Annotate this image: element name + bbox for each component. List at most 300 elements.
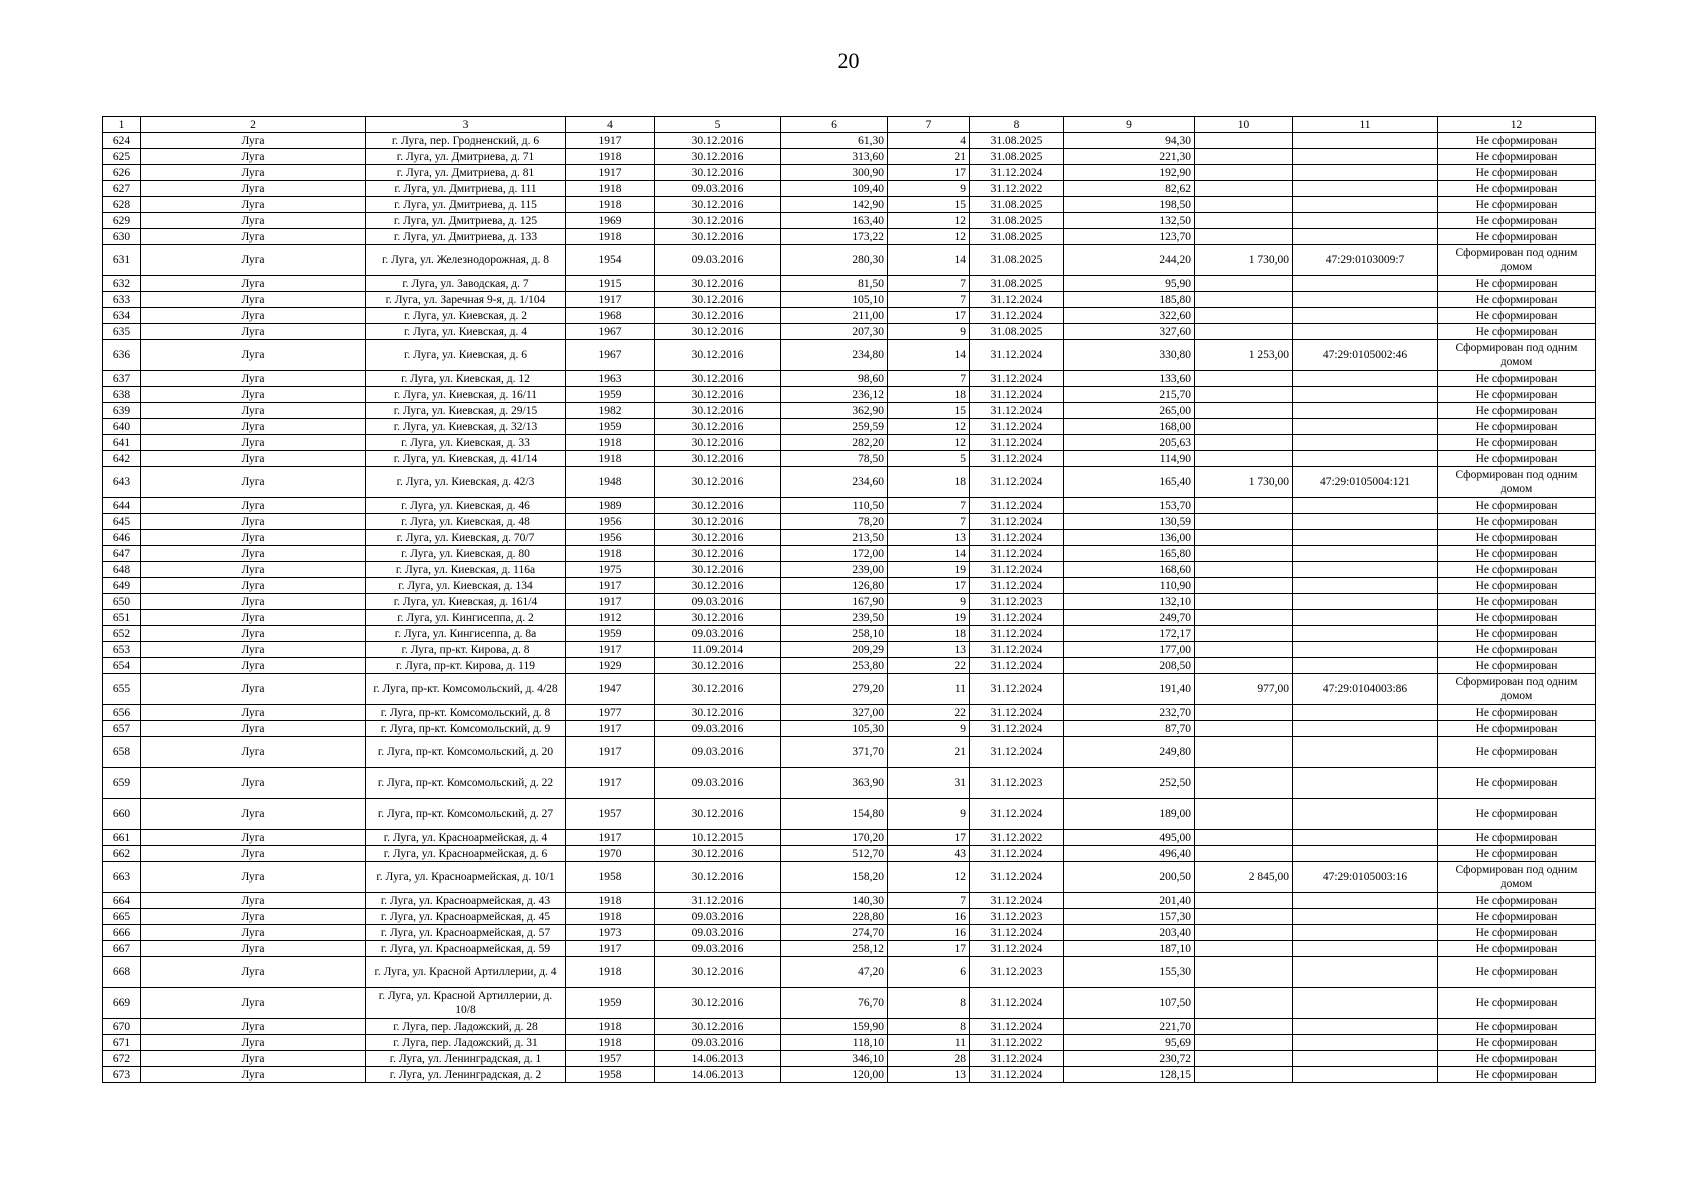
cell-area: 167,90: [781, 594, 888, 610]
cell-residents: 7: [888, 371, 970, 387]
cell-land-area: 82,62: [1064, 181, 1195, 197]
table-row: [103, 768, 1596, 799]
cell-residents: 12: [888, 435, 970, 451]
cell-settlement: Луга: [141, 925, 366, 941]
cell-cadastral-number: [1293, 1035, 1438, 1051]
cell-address: г. Луга, пр-кт. Кирова, д. 8: [366, 642, 566, 658]
cell-status: Не сформирован: [1438, 419, 1596, 435]
cell-plot-area: [1195, 721, 1293, 737]
cell-deadline: 31.12.2024: [970, 862, 1064, 893]
cell-cadastral-number: [1293, 213, 1438, 229]
cell-address: г. Луга, ул. Киевская, д. 46: [366, 498, 566, 514]
cell-land-area: 185,80: [1064, 292, 1195, 308]
cell-build-year: 1958: [566, 1067, 655, 1083]
column-header-10: 10: [1195, 117, 1293, 133]
cell-status: Не сформирован: [1438, 514, 1596, 530]
table-row: [103, 229, 1596, 245]
cell-cadastral-number: 47:29:0104003:86: [1293, 674, 1438, 705]
cell-date: 09.03.2016: [655, 1035, 781, 1051]
cell-area: 159,90: [781, 1019, 888, 1035]
cell-row-number: 649: [103, 578, 141, 594]
table-row: [103, 705, 1596, 721]
column-header-6: 6: [781, 117, 888, 133]
cell-row-number: 647: [103, 546, 141, 562]
cell-row-number: 644: [103, 498, 141, 514]
cell-residents: 22: [888, 658, 970, 674]
table-row: [103, 799, 1596, 830]
cell-cadastral-number: 47:29:0105002:46: [1293, 340, 1438, 371]
table-row: [103, 213, 1596, 229]
cell-land-area: 95,69: [1064, 1035, 1195, 1051]
cell-status: Не сформирован: [1438, 1051, 1596, 1067]
table-row: [103, 197, 1596, 213]
cell-plot-area: [1195, 276, 1293, 292]
cell-residents: 13: [888, 530, 970, 546]
cell-date: 30.12.2016: [655, 451, 781, 467]
cell-status: Не сформирован: [1438, 498, 1596, 514]
cell-address: г. Луга, пр-кт. Комсомольский, д. 4/28: [366, 674, 566, 705]
cell-date: 14.06.2013: [655, 1051, 781, 1067]
cell-cadastral-number: [1293, 435, 1438, 451]
cell-date: 09.03.2016: [655, 925, 781, 941]
cell-row-number: 645: [103, 514, 141, 530]
cell-build-year: 1917: [566, 721, 655, 737]
cell-build-year: 1918: [566, 451, 655, 467]
cell-settlement: Луга: [141, 276, 366, 292]
cell-deadline: 31.12.2024: [970, 674, 1064, 705]
cell-area: 142,90: [781, 197, 888, 213]
table-row: [103, 181, 1596, 197]
cell-area: 207,30: [781, 324, 888, 340]
cell-row-number: 624: [103, 133, 141, 149]
cell-land-area: 123,70: [1064, 229, 1195, 245]
cell-cadastral-number: [1293, 133, 1438, 149]
cell-deadline: 31.12.2024: [970, 308, 1064, 324]
cell-land-area: 168,00: [1064, 419, 1195, 435]
cell-area: 118,10: [781, 1035, 888, 1051]
table-row: [103, 276, 1596, 292]
cell-settlement: Луга: [141, 642, 366, 658]
cell-row-number: 673: [103, 1067, 141, 1083]
cell-land-area: 322,60: [1064, 308, 1195, 324]
cell-land-area: 496,40: [1064, 846, 1195, 862]
cell-deadline: 31.12.2024: [970, 340, 1064, 371]
cell-deadline: 31.08.2025: [970, 149, 1064, 165]
cell-cadastral-number: [1293, 1051, 1438, 1067]
cell-address: г. Луга, ул. Киевская, д. 161/4: [366, 594, 566, 610]
cell-deadline: 31.12.2024: [970, 705, 1064, 721]
table-row: [103, 514, 1596, 530]
table-body: [103, 133, 1596, 1083]
cell-land-area: 198,50: [1064, 197, 1195, 213]
cell-build-year: 1958: [566, 862, 655, 893]
cell-land-area: 168,60: [1064, 562, 1195, 578]
cell-row-number: 646: [103, 530, 141, 546]
cell-plot-area: [1195, 941, 1293, 957]
cell-settlement: Луга: [141, 626, 366, 642]
cell-row-number: 631: [103, 245, 141, 276]
cell-status: Не сформирован: [1438, 893, 1596, 909]
cell-status: Не сформирован: [1438, 562, 1596, 578]
cell-status: Сформирован под одним домом: [1438, 340, 1596, 371]
cell-area: 234,80: [781, 340, 888, 371]
cell-date: 30.12.2016: [655, 467, 781, 498]
cell-area: 228,80: [781, 909, 888, 925]
cell-date: 09.03.2016: [655, 245, 781, 276]
cell-address: г. Луга, ул. Киевская, д. 16/11: [366, 387, 566, 403]
cell-residents: 9: [888, 799, 970, 830]
cell-row-number: 662: [103, 846, 141, 862]
cell-build-year: 1975: [566, 562, 655, 578]
table-row: [103, 626, 1596, 642]
cell-settlement: Луга: [141, 371, 366, 387]
cell-area: 110,50: [781, 498, 888, 514]
cell-status: Не сформирован: [1438, 799, 1596, 830]
cell-deadline: 31.12.2024: [970, 165, 1064, 181]
cell-status: Не сформирован: [1438, 846, 1596, 862]
table-row: [103, 562, 1596, 578]
cell-settlement: Луга: [141, 705, 366, 721]
cell-deadline: 31.12.2024: [970, 435, 1064, 451]
cell-build-year: 1967: [566, 340, 655, 371]
cell-area: 173,22: [781, 229, 888, 245]
cell-deadline: 31.12.2024: [970, 514, 1064, 530]
table-row: [103, 530, 1596, 546]
cell-residents: 43: [888, 846, 970, 862]
cell-status: Не сформирован: [1438, 451, 1596, 467]
cell-row-number: 632: [103, 276, 141, 292]
cell-land-area: 133,60: [1064, 371, 1195, 387]
cell-area: 239,50: [781, 610, 888, 626]
cell-date: 09.03.2016: [655, 737, 781, 768]
cell-cadastral-number: [1293, 530, 1438, 546]
cell-deadline: 31.12.2024: [970, 988, 1064, 1019]
cell-residents: 18: [888, 387, 970, 403]
cell-land-area: 94,30: [1064, 133, 1195, 149]
cell-build-year: 1967: [566, 324, 655, 340]
table-row: [103, 1035, 1596, 1051]
cell-area: 98,60: [781, 371, 888, 387]
cell-status: Не сформирован: [1438, 610, 1596, 626]
table-row: [103, 467, 1596, 498]
cell-residents: 21: [888, 737, 970, 768]
cell-build-year: 1989: [566, 498, 655, 514]
cell-land-area: 205,63: [1064, 435, 1195, 451]
cell-area: 274,70: [781, 925, 888, 941]
cell-plot-area: [1195, 530, 1293, 546]
cell-cadastral-number: [1293, 988, 1438, 1019]
cell-date: 30.12.2016: [655, 498, 781, 514]
cell-residents: 8: [888, 1019, 970, 1035]
cell-area: 76,70: [781, 988, 888, 1019]
cell-plot-area: [1195, 988, 1293, 1019]
table-row: [103, 324, 1596, 340]
table-row: [103, 642, 1596, 658]
cell-cadastral-number: [1293, 893, 1438, 909]
cell-residents: 17: [888, 941, 970, 957]
cell-cadastral-number: [1293, 149, 1438, 165]
cell-row-number: 640: [103, 419, 141, 435]
cell-deadline: 31.12.2024: [970, 610, 1064, 626]
cell-settlement: Луга: [141, 862, 366, 893]
cell-plot-area: [1195, 197, 1293, 213]
cell-build-year: 1982: [566, 403, 655, 419]
cell-row-number: 634: [103, 308, 141, 324]
table-row: [103, 610, 1596, 626]
cell-land-area: 95,90: [1064, 276, 1195, 292]
cell-area: 163,40: [781, 213, 888, 229]
cell-plot-area: [1195, 149, 1293, 165]
cell-plot-area: [1195, 133, 1293, 149]
cell-cadastral-number: [1293, 721, 1438, 737]
table-row: [103, 925, 1596, 941]
cell-area: 239,00: [781, 562, 888, 578]
table-row: [103, 846, 1596, 862]
table-row: [103, 737, 1596, 768]
cell-date: 30.12.2016: [655, 658, 781, 674]
cell-plot-area: [1195, 514, 1293, 530]
cell-status: Не сформирован: [1438, 276, 1596, 292]
cell-plot-area: [1195, 292, 1293, 308]
cell-row-number: 656: [103, 705, 141, 721]
cell-settlement: Луга: [141, 419, 366, 435]
cell-plot-area: [1195, 1019, 1293, 1035]
column-header-7: 7: [888, 117, 970, 133]
cell-date: 30.12.2016: [655, 229, 781, 245]
cell-build-year: 1917: [566, 830, 655, 846]
cell-address: г. Луга, ул. Киевская, д. 70/7: [366, 530, 566, 546]
cell-plot-area: [1195, 419, 1293, 435]
table-row: [103, 594, 1596, 610]
cell-status: Не сформирован: [1438, 387, 1596, 403]
cell-build-year: 1918: [566, 181, 655, 197]
cell-date: 09.03.2016: [655, 909, 781, 925]
cell-area: 78,20: [781, 514, 888, 530]
cell-area: 327,00: [781, 705, 888, 721]
cell-plot-area: [1195, 909, 1293, 925]
cell-cadastral-number: 47:29:0103009:7: [1293, 245, 1438, 276]
cell-date: 30.12.2016: [655, 149, 781, 165]
cell-land-area: 232,70: [1064, 705, 1195, 721]
cell-settlement: Луга: [141, 768, 366, 799]
cell-row-number: 659: [103, 768, 141, 799]
cell-build-year: 1959: [566, 988, 655, 1019]
cell-build-year: 1917: [566, 165, 655, 181]
cell-deadline: 31.12.2024: [970, 467, 1064, 498]
cell-status: Не сформирован: [1438, 830, 1596, 846]
cell-row-number: 655: [103, 674, 141, 705]
table-row: [103, 403, 1596, 419]
cell-deadline: 31.12.2022: [970, 181, 1064, 197]
cell-plot-area: [1195, 1035, 1293, 1051]
cell-land-area: 191,40: [1064, 674, 1195, 705]
cell-address: г. Луга, ул. Кингисеппа, д. 8а: [366, 626, 566, 642]
cell-date: 30.12.2016: [655, 957, 781, 988]
cell-cadastral-number: [1293, 197, 1438, 213]
cell-residents: 14: [888, 340, 970, 371]
cell-build-year: 1954: [566, 245, 655, 276]
cell-land-area: 200,50: [1064, 862, 1195, 893]
cell-area: 109,40: [781, 181, 888, 197]
cell-area: 279,20: [781, 674, 888, 705]
cell-settlement: Луга: [141, 799, 366, 830]
table-row: [103, 1019, 1596, 1035]
cell-build-year: 1947: [566, 674, 655, 705]
cell-area: 512,70: [781, 846, 888, 862]
cell-address: г. Луга, ул. Киевская, д. 33: [366, 435, 566, 451]
table-row: [103, 419, 1596, 435]
cell-settlement: Луга: [141, 610, 366, 626]
cell-residents: 7: [888, 893, 970, 909]
cell-settlement: Луга: [141, 451, 366, 467]
cell-address: г. Луга, ул. Красной Артиллерии, д. 10/8: [366, 988, 566, 1019]
column-header-1: 1: [103, 117, 141, 133]
cell-row-number: 669: [103, 988, 141, 1019]
cell-cadastral-number: [1293, 229, 1438, 245]
cell-plot-area: [1195, 705, 1293, 721]
cell-land-area: 252,50: [1064, 768, 1195, 799]
cell-cadastral-number: [1293, 276, 1438, 292]
cell-area: 346,10: [781, 1051, 888, 1067]
cell-plot-area: 1 253,00: [1195, 340, 1293, 371]
cell-residents: 14: [888, 245, 970, 276]
cell-cadastral-number: [1293, 514, 1438, 530]
cell-land-area: 192,90: [1064, 165, 1195, 181]
cell-cadastral-number: [1293, 626, 1438, 642]
cell-settlement: Луга: [141, 149, 366, 165]
cell-cadastral-number: [1293, 578, 1438, 594]
cell-area: 300,90: [781, 165, 888, 181]
cell-residents: 16: [888, 909, 970, 925]
cell-plot-area: [1195, 1067, 1293, 1083]
cell-residents: 7: [888, 276, 970, 292]
cell-settlement: Луга: [141, 514, 366, 530]
cell-plot-area: [1195, 324, 1293, 340]
cell-settlement: Луга: [141, 435, 366, 451]
cell-plot-area: [1195, 799, 1293, 830]
cell-build-year: 1918: [566, 957, 655, 988]
cell-status: Не сформирован: [1438, 909, 1596, 925]
cell-residents: 17: [888, 578, 970, 594]
cell-row-number: 670: [103, 1019, 141, 1035]
cell-area: 371,70: [781, 737, 888, 768]
cell-deadline: 31.12.2024: [970, 799, 1064, 830]
cell-address: г. Луга, ул. Киевская, д. 134: [366, 578, 566, 594]
cell-date: 09.03.2016: [655, 594, 781, 610]
cell-residents: 12: [888, 862, 970, 893]
cell-residents: 8: [888, 988, 970, 1019]
cell-deadline: 31.12.2023: [970, 594, 1064, 610]
cell-residents: 11: [888, 674, 970, 705]
cell-status: Сформирован под одним домом: [1438, 467, 1596, 498]
cell-deadline: 31.12.2023: [970, 768, 1064, 799]
table-row: [103, 578, 1596, 594]
cell-build-year: 1915: [566, 276, 655, 292]
cell-plot-area: [1195, 626, 1293, 642]
column-header-2: 2: [141, 117, 366, 133]
cell-deadline: 31.08.2025: [970, 324, 1064, 340]
cell-residents: 16: [888, 925, 970, 941]
cell-cadastral-number: [1293, 371, 1438, 387]
cell-plot-area: [1195, 451, 1293, 467]
cell-row-number: 630: [103, 229, 141, 245]
cell-land-area: 249,80: [1064, 737, 1195, 768]
cell-settlement: Луга: [141, 181, 366, 197]
table-row: [103, 387, 1596, 403]
table-row: [103, 674, 1596, 705]
cell-area: 47,20: [781, 957, 888, 988]
cell-status: Не сформирован: [1438, 1035, 1596, 1051]
cell-settlement: Луга: [141, 830, 366, 846]
cell-settlement: Луга: [141, 133, 366, 149]
cell-address: г. Луга, ул. Киевская, д. 80: [366, 546, 566, 562]
cell-deadline: 31.12.2024: [970, 626, 1064, 642]
cell-residents: 15: [888, 197, 970, 213]
table-row: [103, 546, 1596, 562]
cell-settlement: Луга: [141, 909, 366, 925]
cell-address: г. Луга, ул. Киевская, д. 116а: [366, 562, 566, 578]
cell-date: 30.12.2016: [655, 514, 781, 530]
cell-plot-area: 2 845,00: [1195, 862, 1293, 893]
cell-area: 282,20: [781, 435, 888, 451]
cell-date: 30.12.2016: [655, 403, 781, 419]
cell-residents: 7: [888, 292, 970, 308]
cell-status: Не сформирован: [1438, 292, 1596, 308]
cell-address: г. Луга, ул. Красноармейская, д. 45: [366, 909, 566, 925]
cell-status: Не сформирован: [1438, 1019, 1596, 1035]
cell-cadastral-number: [1293, 419, 1438, 435]
cell-row-number: 652: [103, 626, 141, 642]
cell-date: 30.12.2016: [655, 1019, 781, 1035]
cell-row-number: 663: [103, 862, 141, 893]
cell-date: 30.12.2016: [655, 846, 781, 862]
cell-residents: 17: [888, 308, 970, 324]
cell-land-area: 130,59: [1064, 514, 1195, 530]
cell-area: 209,29: [781, 642, 888, 658]
cell-residents: 11: [888, 1035, 970, 1051]
cell-settlement: Луга: [141, 498, 366, 514]
cell-cadastral-number: [1293, 324, 1438, 340]
cell-settlement: Луга: [141, 340, 366, 371]
cell-build-year: 1956: [566, 530, 655, 546]
cell-build-year: 1918: [566, 435, 655, 451]
cell-status: Не сформирован: [1438, 988, 1596, 1019]
cell-cadastral-number: [1293, 799, 1438, 830]
cell-address: г. Луга, ул. Ленинградская, д. 2: [366, 1067, 566, 1083]
cell-deadline: 31.12.2024: [970, 1051, 1064, 1067]
cell-cadastral-number: [1293, 705, 1438, 721]
cell-deadline: 31.08.2025: [970, 229, 1064, 245]
cell-status: Не сформирован: [1438, 229, 1596, 245]
cell-deadline: 31.12.2024: [970, 578, 1064, 594]
cell-address: г. Луга, ул. Железнодорожная, д. 8: [366, 245, 566, 276]
cell-plot-area: [1195, 768, 1293, 799]
cell-date: 30.12.2016: [655, 133, 781, 149]
cell-build-year: 1918: [566, 229, 655, 245]
cell-row-number: 637: [103, 371, 141, 387]
cell-status: Не сформирован: [1438, 737, 1596, 768]
cell-residents: 17: [888, 830, 970, 846]
cell-address: г. Луга, ул. Красноармейская, д. 59: [366, 941, 566, 957]
cell-build-year: 1917: [566, 941, 655, 957]
cell-address: г. Луга, ул. Киевская, д. 42/3: [366, 467, 566, 498]
cell-area: 158,20: [781, 862, 888, 893]
cell-deadline: 31.12.2024: [970, 419, 1064, 435]
cell-area: 236,12: [781, 387, 888, 403]
cell-residents: 9: [888, 721, 970, 737]
cell-row-number: 660: [103, 799, 141, 830]
cell-build-year: 1959: [566, 626, 655, 642]
